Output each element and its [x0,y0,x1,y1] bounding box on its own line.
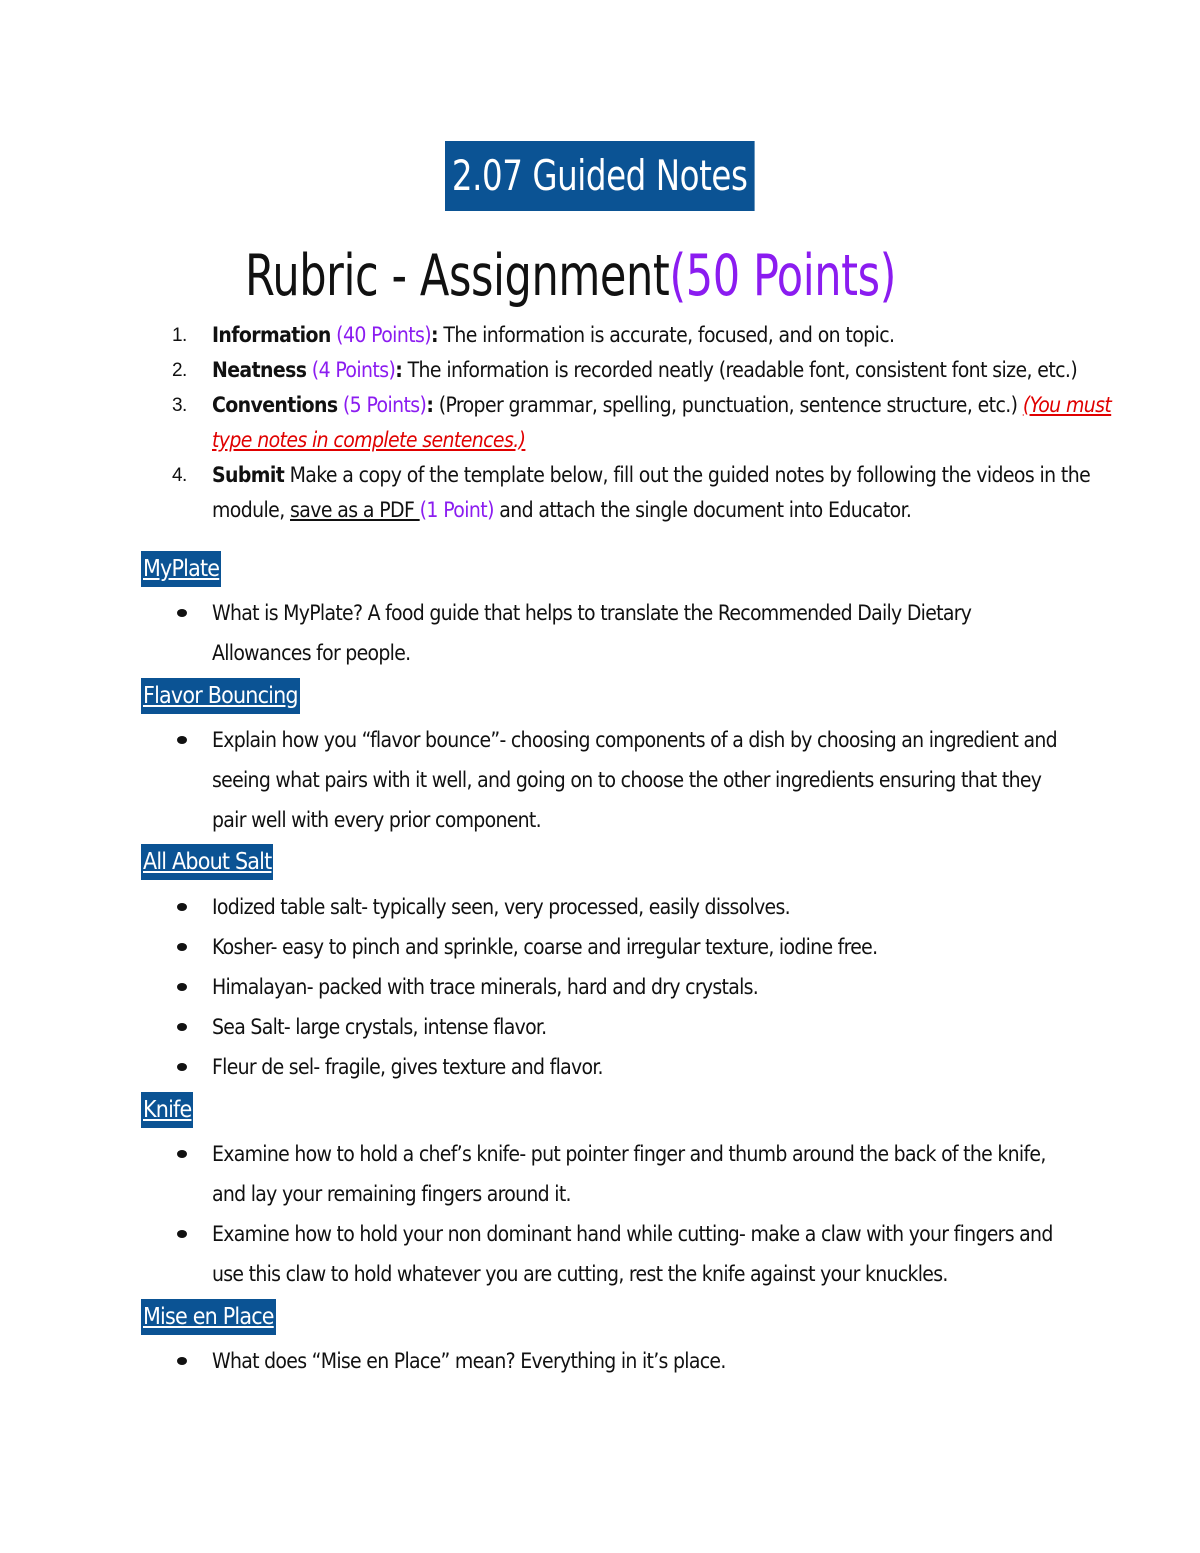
section-heading-myplate[interactable]: MyPlate [141,551,221,587]
rubric-item-conventions [0,388,1112,458]
bullet-list-salt [0,887,1200,1087]
rubric-item-points: (5 Points) [342,393,427,417]
rubric-item-points: (4 Points) [311,358,396,382]
list-item-text: Iodized table salt- typically seen, very processed, easily dissolves. [212,895,790,919]
rubric-item-label: Submit [212,463,285,487]
bullet-list-knife [0,1134,1200,1294]
bullet-icon [177,943,187,951]
bullet-icon [177,983,187,991]
rubric-item-text: The information is recorded neatly (readable font, consistent font size, etc.) [402,358,1078,382]
rubric-item-text: Make a copy of the template below, fill out the guided notes by following the videos in the module, [212,463,1091,522]
rubric-item-label: Conventions [212,393,338,417]
list-number: 1. [172,325,187,346]
section-heading-knife[interactable]: Knife [141,1092,193,1128]
list-item [0,720,1072,840]
list-item [0,1047,1072,1087]
bullet-icon [177,1357,187,1365]
rubric-item-label: Information [212,323,331,347]
list-item-text: Sea Salt- large crystals, intense flavor. [212,1015,547,1039]
rubric-item-information [0,318,1112,353]
rubric-item-points: (1 Point) [419,498,494,522]
list-item [0,1341,1072,1381]
save-as-pdf-link[interactable]: save as a PDF [290,498,420,522]
bullet-icon [177,1230,187,1238]
list-item [0,887,1072,927]
bullet-list-mise-en-place [0,1341,1200,1381]
rubric-item-note: (You must type notes in complete sentences.) [212,393,1112,452]
list-item [0,1007,1072,1047]
list-number: 4. [172,465,187,486]
rubric-item-label: Neatness [212,358,307,382]
list-item-text: Examine how to hold a chef’s knife- put pointer finger and thumb around the back of the knife, and lay your remaining fingers around it. [212,1142,1046,1206]
list-item-text: Explain how you “flavor bounce”- choosing components of a dish by choosing an ingredient and seeing what pairs with it well, and going on to choose the other ingredients ensuring that they pair well with every prior component. [212,728,1057,832]
rubric-item-colon: : [426,393,434,417]
list-item [0,1214,1072,1294]
bullet-icon [177,609,187,617]
list-number: 2. [172,360,187,381]
section-heading-mise-en-place[interactable]: Mise en Place [141,1299,276,1335]
bullet-list-myplate [0,593,1200,673]
rubric-heading [245,238,896,314]
document-title: 2.07 Guided Notes [445,141,754,211]
list-item-text: Himalayan- packed with trace minerals, hard and dry crystals. [212,975,759,999]
list-item [0,593,1072,673]
rubric-item-submit [0,458,1112,528]
bullet-icon [177,736,187,744]
section-heading-all-about-salt[interactable]: All About Salt [141,844,273,880]
rubric-item-text: The information is accurate, focused, and on topic. [438,323,895,347]
list-number: 3. [172,395,187,416]
rubric-item-colon: : [431,323,438,347]
bullet-icon [177,1063,187,1071]
rubric-heading-text: Rubric - Assignment [245,243,670,309]
rubric-list [0,318,1200,528]
list-item [0,1134,1072,1214]
bullet-icon [177,1023,187,1031]
bullet-icon [177,903,187,911]
bullet-icon [177,1150,187,1158]
list-item-text: Examine how to hold your non dominant hand while cutting- make a claw with your fingers and use this claw to hold whatever you are cutting, rest the knife against your knuckles. [212,1222,1053,1286]
list-item-text: Kosher- easy to pinch and sprinkle, coarse and irregular texture, iodine free. [212,935,878,959]
list-item-text: What does “Mise en Place” mean? Everything in it’s place. [212,1349,726,1373]
rubric-total-points: (50 Points) [669,243,897,309]
list-item-text: Fleur de sel- fragile, gives texture and flavor. [212,1055,603,1079]
rubric-item-neatness [0,353,1112,388]
rubric-item-text-after: and attach the single document into Educator. [493,498,912,522]
rubric-item-points: (40 Points) [336,323,432,347]
rubric-item-colon: : [395,358,403,382]
bullet-list-flavor-bouncing [0,720,1200,840]
list-item-text: What is MyPlate? A food guide that helps to translate the Recommended Daily Dietary Allowances for people. [212,601,972,665]
section-heading-flavor-bouncing[interactable]: Flavor Bouncing [141,678,300,714]
list-item [0,927,1072,967]
rubric-item-text: (Proper grammar, spelling, punctuation, sentence structure, etc.) [433,393,1023,417]
list-item [0,967,1072,1007]
